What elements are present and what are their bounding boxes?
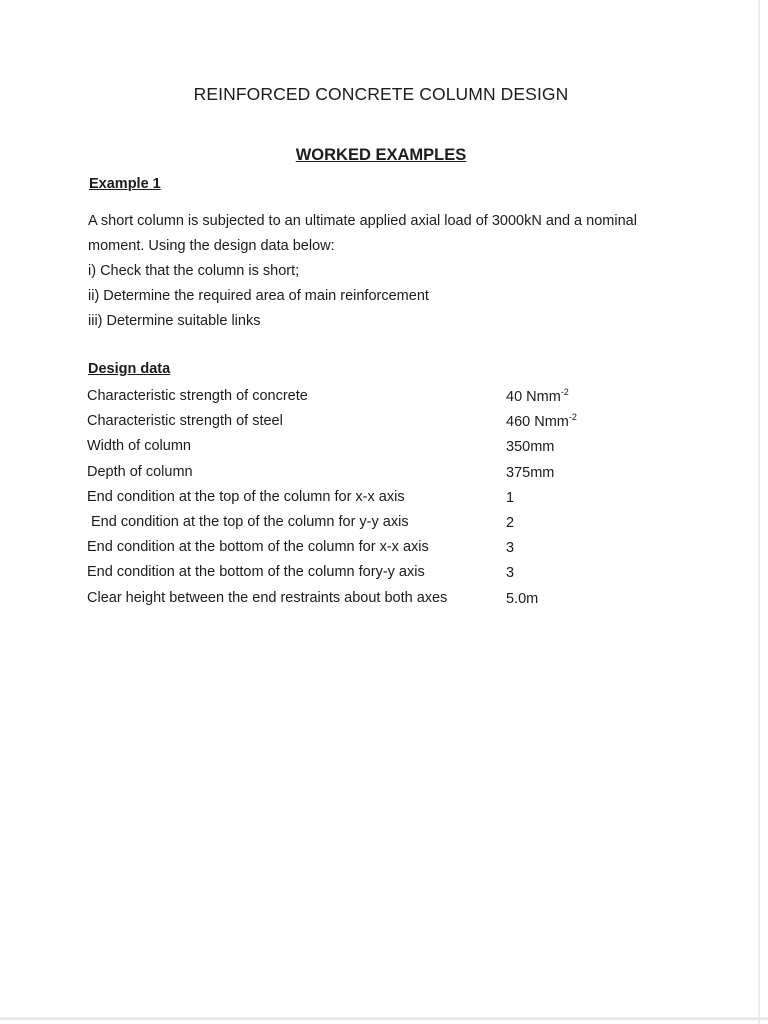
page-edge-bottom — [0, 1017, 768, 1020]
intro-line: A short column is subjected to an ultimate applied axial load of 3000kN and a nominal moment. Using the design data below: — [88, 213, 637, 254]
task-item: ii) Determine the required area of main reinforcement — [88, 288, 429, 304]
design-data-row — [87, 588, 707, 613]
design-data-label: End condition at the top of the column for x-x axis — [87, 488, 405, 505]
design-data-value: 1 — [506, 489, 515, 506]
design-data-value: 3 — [506, 565, 515, 582]
design-data-label: End condition at the bottom of the column for x-x axis — [87, 539, 429, 556]
design-data-heading: Design data — [88, 361, 171, 377]
design-data-row — [87, 411, 707, 436]
design-data-label: End condition at the bottom of the column fory-y axis — [87, 564, 425, 581]
design-data-row — [87, 386, 707, 411]
design-data-value: 3 — [506, 540, 515, 557]
design-data-label: Width of column — [87, 438, 191, 455]
document-title: REINFORCED CONCRETE COLUMN DESIGN — [193, 84, 569, 104]
problem-statement — [88, 209, 688, 334]
task-item: iii) Determine suitable links — [88, 313, 261, 329]
design-data-value: 375mm — [506, 464, 555, 481]
design-data-value: 5.0m — [506, 590, 539, 607]
task-item: i) Check that the column is short; — [88, 263, 300, 279]
design-data-row — [87, 436, 707, 461]
design-data-row — [87, 512, 707, 537]
design-data-label: Clear height between the end restraints about both axes — [87, 589, 448, 606]
design-data-row — [87, 462, 707, 487]
document-subtitle: WORKED EXAMPLES — [295, 146, 467, 164]
design-data-label: Characteristic strength of concrete — [87, 388, 308, 404]
design-data-label: Characteristic strength of steel — [87, 413, 283, 430]
design-data-row — [87, 562, 707, 587]
example-heading: Example 1 — [89, 176, 161, 192]
design-data-value: 460 Nmm$^{-2}$ — [506, 412, 577, 431]
design-data-row — [87, 487, 707, 512]
design-data-row — [87, 537, 707, 562]
design-data-value: 2 — [506, 514, 515, 531]
design-data-value: 40 Nmm$^{-2}$ — [506, 387, 569, 405]
design-data-table — [87, 386, 707, 613]
design-data-value: 350mm — [506, 439, 555, 456]
design-data-label: End condition at the top of the column for y-y axis — [91, 513, 409, 530]
design-data-label: Depth of column — [87, 463, 193, 480]
